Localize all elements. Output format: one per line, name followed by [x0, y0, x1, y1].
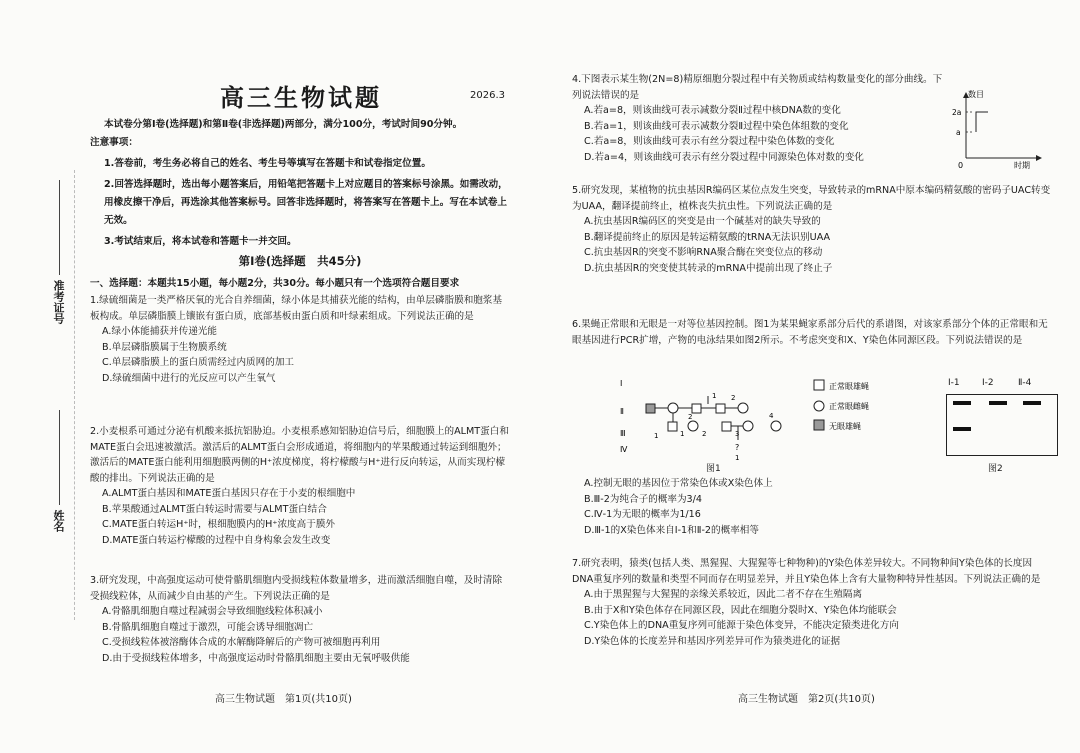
option-d: D.Y染色体的长度差异和基因序列差异可作为猿类进化的证据 [584, 635, 841, 647]
option-a: A.骨骼肌细胞自噬过程减弱会导致细胞线粒体积减小 [102, 606, 323, 617]
ped-num: 1 [735, 454, 740, 462]
gel-band [953, 427, 971, 431]
question-stem: 6.果蝇正常眼和无眼是一对等位基因控制。图1为某果蝇家系部分后代的系谱图，对该家系部分个体的正常眼和无眼基因进行PCR扩增，产物的电泳结果如图2所示。不考虑突变和X、Y染色体同源区段。下列说法错误的是 [572, 319, 1048, 346]
ticket-number-label: 准考证号 [52, 280, 65, 324]
option-c: C.Ⅳ-1为无眼的概率为1/16 [584, 509, 701, 520]
legend-eyeless-male-icon [814, 420, 824, 430]
gen-label-4: Ⅳ [620, 445, 628, 454]
ticket-number-line [59, 180, 60, 275]
option-c: C.若a=8，则该曲线可表示有丝分裂过程中染色体数的变化 [584, 136, 835, 147]
ped-num: 1 [680, 430, 685, 438]
question-3 [90, 573, 510, 666]
ped-male [716, 404, 725, 413]
option-c: C.MATE蛋白转运H⁺时，根细胞膜内的H⁺浓度高于膜外 [102, 519, 336, 530]
question-7 [572, 556, 1052, 649]
figure-1-caption: 图1 [706, 464, 721, 474]
gel-figure [946, 394, 1058, 456]
q4-graph [946, 88, 1046, 170]
notice-3: 3.考试结束后，将本试卷和答题卡一并交回。 [104, 236, 297, 247]
question-stem: 1.绿硫细菌是一类严格厌氧的光合自养细菌，绿小体是其捕获光能的结构，由单层磷脂膜和胞浆基板构成。单层磷脂膜上镶嵌有蛋白质，底部基板由蛋白质和叶绿素组成。下列说法正确的是 [90, 295, 503, 322]
question-stem: 7.研究表明，猿类(包括人类、黑猩猩、大猩猩等七种物种)的Y染色体差异较大。不同物种间Y染色体的长度因DNA重复序列的数量和类型不同而存在明显差异，并且Y染色体上含有大量物种特异性基因。下列说法正确的是 [572, 558, 1041, 585]
ped-male [668, 422, 677, 431]
ped-female [688, 421, 698, 431]
name-line [59, 410, 60, 505]
ped-female [738, 403, 748, 413]
option-b: B.由于X和Y染色体存在同源区段，因此在细胞分裂时X、Y染色体均能联会 [584, 604, 897, 616]
gel-lane-1: Ⅰ-1 [948, 378, 960, 388]
question-stem: 3.研究发现，中高强度运动可使骨骼肌细胞内受损线粒体数量增多，进而激活细胞自噬，及时清除受损线粒体，从而减少自由基的产生。下列说法正确的是 [90, 575, 503, 602]
option-b: B.Ⅲ-2为纯合子的概率为3/4 [584, 493, 703, 505]
graph-tick-a: a [956, 128, 961, 137]
ped-male [722, 422, 731, 431]
step-curve [976, 112, 988, 132]
option-a: A.若a=8，则该曲线可表示减数分裂Ⅱ过程中核DNA数的变化 [584, 105, 841, 116]
option-c: C.单层磷脂膜上的蛋白质需经过内质网的加工 [102, 357, 295, 368]
notice-2: 2.回答选择题时，选出每小题答案后，用铅笔把答题卡上对应题目的答案标号涂黑。如需改动，用橡皮擦干净后，再选涂其他答案标号。回答非选择题时，将答案写在答题卡上。写在本试卷上无效。 [104, 179, 508, 226]
question-6-stem [572, 317, 1052, 348]
option-d: D.绿硫细菌中进行的光反应可以产生氧气 [102, 372, 276, 384]
option-d: D.若a=4，则该曲线可表示有丝分裂过程中同源染色体对数的变化 [584, 151, 864, 163]
legend-normal-male-icon [814, 380, 824, 390]
name-label: 姓名 [52, 510, 65, 532]
option-d: D.由于受损线粒体增多，中高强度运动时骨骼肌细胞主要由无氧呼吸供能 [102, 652, 410, 664]
ped-num: 1 [654, 432, 659, 440]
legend-eyeless-male: 无眼雄蝇 [829, 422, 861, 431]
option-d: D.Ⅲ-1的X染色体来自Ⅰ-1和Ⅱ-2的概率相等 [584, 524, 759, 536]
legend-normal-male: 正常眼雄蝇 [829, 382, 869, 391]
section-title: 第Ⅰ卷(选择题 共45分) [238, 254, 362, 268]
part1-title: 一、选择题：本题共15小题，每小题2分，共30分。每小题只有一个选项符合题目要求 [90, 278, 460, 289]
notice-1: 1.答卷前，考生务必将自己的姓名、考生号等填写在答题卡和试卷指定位置。 [104, 157, 431, 169]
option-a: A.ALMT蛋白基因和MATE蛋白基因只存在于小麦的根细胞中 [102, 488, 356, 499]
question-stem: 5.研究发现，某植物的抗虫基因R编码区某位点发生突变，导致转录的mRNA中原本编码精氨酸的密码子UAC转变为UAA，翻译提前终止，植株丧失抗虫性。下列说法正确的是 [572, 185, 1051, 212]
gel-lane-3: Ⅱ-4 [1018, 378, 1032, 388]
ped-num: 3 [735, 430, 740, 438]
notices [90, 135, 510, 250]
gel-band [1023, 401, 1041, 405]
option-a: A.控制无眼的基因位于常染色体或X染色体上 [584, 478, 773, 489]
option-d: D.抗虫基因R的突变使其转录的mRNA中提前出现了终止子 [584, 262, 833, 274]
ped-num: 4 [769, 412, 774, 420]
ped-num: 2 [702, 430, 707, 438]
exam-intro: 本试卷分第Ⅰ卷(选择题)和第Ⅱ卷(非选择题)两部分，满分100分，考试时间90分钟。 [104, 119, 463, 130]
footer-page-2: 高三生物试题 第2页(共10页) [738, 694, 875, 705]
graph-ylabel: 数目 [968, 90, 984, 99]
question-stem: 4.下图表示某生物(2N=8)精原细胞分裂过程中有关物质或结构数量变化的部分曲线。下列说法错误的是 [572, 74, 943, 101]
ped-female [668, 403, 678, 413]
question-stem: 2.小麦根系可通过分泌有机酸来抵抗铝胁迫。小麦根系感知铝胁迫信号后，细胞膜上的ALMT蛋白和MATE蛋白会迅速被激活。激活后的ALMT蛋白会形成通道，将细胞内的苹果酸通过转运到细胞外；激活后的MATE蛋白能利用细胞膜两侧的H⁺浓度梯度，将柠檬酸与H⁺进行反向转运，从而实现柠檬酸的排出。下列说法正确的是 [90, 426, 509, 484]
option-a: A.抗虫基因R编码区的突变是由一个碱基对的缺失导致的 [584, 216, 821, 227]
option-b: B.翻译提前终止的原因是转运精氨酸的tRNA无法识别UAA [584, 231, 831, 243]
gen-label-2: Ⅱ [620, 407, 624, 416]
question-4 [572, 72, 947, 165]
option-d: D.MATE蛋白转运柠檬酸的过程中自身构象会发生改变 [102, 534, 331, 546]
footer-page-1: 高三生物试题 第1页(共10页) [215, 694, 352, 705]
page-title: 高三生物试题 [220, 83, 382, 112]
ped-num: 1 [712, 392, 717, 400]
option-b: B.单层磷脂膜属于生物膜系统 [102, 341, 227, 353]
option-c: C.抗虫基因R的突变不影响RNA聚合酶在突变位点的移动 [584, 247, 823, 258]
exam-date: 2026.3 [470, 90, 505, 101]
option-b: B.骨骼肌细胞自噬过于激烈，可能会诱导细胞凋亡 [102, 621, 314, 633]
question-5 [572, 183, 1052, 276]
ped-unknown: ? [735, 443, 740, 452]
pedigree-figure [618, 378, 908, 478]
question-1 [90, 293, 510, 386]
figure-2-caption: 图2 [988, 464, 1003, 474]
binding-margin [22, 150, 72, 590]
legend-normal-female: 正常眼雌蝇 [829, 402, 869, 411]
option-c: C.Y染色体上的DNA重复序列可能源于染色体变异，不能决定猿类进化方向 [584, 620, 899, 631]
option-c: C.受损线粒体被溶酶体合成的水解酶降解后的产物可被细胞再利用 [102, 637, 381, 648]
legend-normal-female-icon [814, 401, 824, 411]
ped-female [743, 421, 753, 431]
gen-label-1: Ⅰ [620, 379, 623, 388]
gel-band [953, 401, 971, 405]
x-axis-arrow [1036, 155, 1042, 161]
graph-xlabel: 时期 [1014, 161, 1030, 170]
notice-title: 注意事项： [90, 137, 138, 148]
graph-tick-2a: 2a [952, 108, 962, 117]
question-6-options [572, 476, 1052, 538]
option-b: B.若a=1，则该曲线可表示减数分裂Ⅱ过程中染色体组数的变化 [584, 120, 849, 132]
gen-label-3: Ⅲ [620, 429, 626, 438]
ped-num: 2 [688, 413, 693, 421]
ped-num: 2 [731, 394, 736, 402]
option-a: A.绿小体能捕获并传递光能 [102, 326, 217, 337]
seal-line [74, 170, 75, 620]
page-right [548, 0, 1080, 753]
ped-female [771, 421, 781, 431]
graph-origin: 0 [958, 161, 964, 170]
question-2 [90, 424, 510, 548]
option-b: B.苹果酸通过ALMT蛋白转运时需要与ALMT蛋白结合 [102, 503, 327, 515]
gel-band [989, 401, 1007, 405]
option-a: A.由于黑猩猩与大猩猩的亲缘关系较近，因此二者不存在生殖隔离 [584, 589, 863, 600]
gel-lane-2: Ⅰ-2 [982, 378, 994, 388]
ped-II-affected-male [646, 404, 655, 413]
ped-male [692, 404, 701, 413]
